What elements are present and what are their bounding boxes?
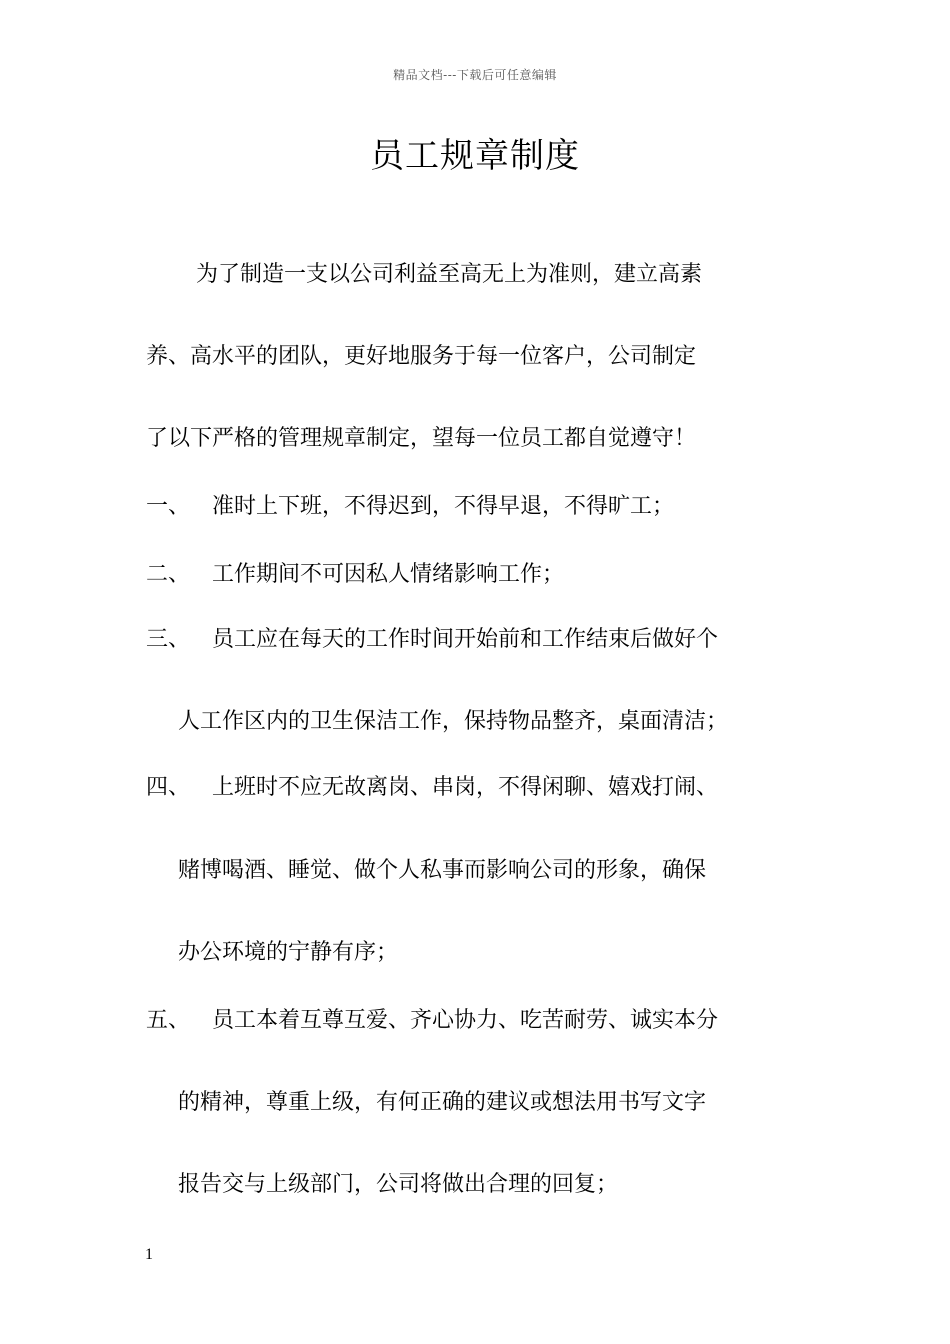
rule-4-line-1: 上班时不应无故离岗、串岗，不得闲聊、嬉戏打闹、 [212, 775, 719, 800]
page-number: 1 [145, 1246, 153, 1263]
intro-line-3: 了以下严格的管理规章制定，望每一位员工都自觉遵守！ [146, 426, 697, 451]
rule-number-1: 一、 [146, 494, 191, 519]
rule-number-5: 五、 [146, 1008, 191, 1033]
rule-number-3: 三、 [146, 627, 191, 652]
rule-5-line-3: 报告交与上级部门，公司将做出合理的回复； [178, 1172, 619, 1197]
rule-1-line-1: 准时上下班，不得迟到，不得早退，不得旷工； [212, 494, 675, 519]
intro-line-1: 为了制造一支以公司利益至高无上为准则，建立高素 [196, 262, 703, 287]
rule-3-line-2: 人工作区内的卫生保洁工作，保持物品整齐，桌面清洁； [178, 709, 729, 734]
rule-4-line-3: 办公环境的宁静有序； [178, 940, 399, 965]
rule-number-4: 四、 [146, 775, 191, 800]
rule-4-line-2: 赌博喝酒、睡觉、做个人私事而影响公司的形象，确保 [178, 858, 707, 883]
rule-5-line-2: 的精神，尊重上级，有何正确的建议或想法用书写文字 [178, 1090, 707, 1115]
rule-number-2: 二、 [146, 562, 191, 587]
rule-3-line-1: 员工应在每天的工作时间开始前和工作结束后做好个 [212, 627, 719, 652]
rule-2-line-1: 工作期间不可因私人情绪影响工作； [212, 562, 565, 587]
header-note: 精品文档---下载后可任意编辑 [393, 68, 557, 82]
intro-line-2: 养、高水平的团队，更好地服务于每一位客户，公司制定 [146, 344, 697, 369]
document-title: 员工规章制度 [370, 136, 580, 176]
rule-5-line-1: 员工本着互尊互爱、齐心协力、吃苦耐劳、诚实本分 [212, 1008, 719, 1033]
